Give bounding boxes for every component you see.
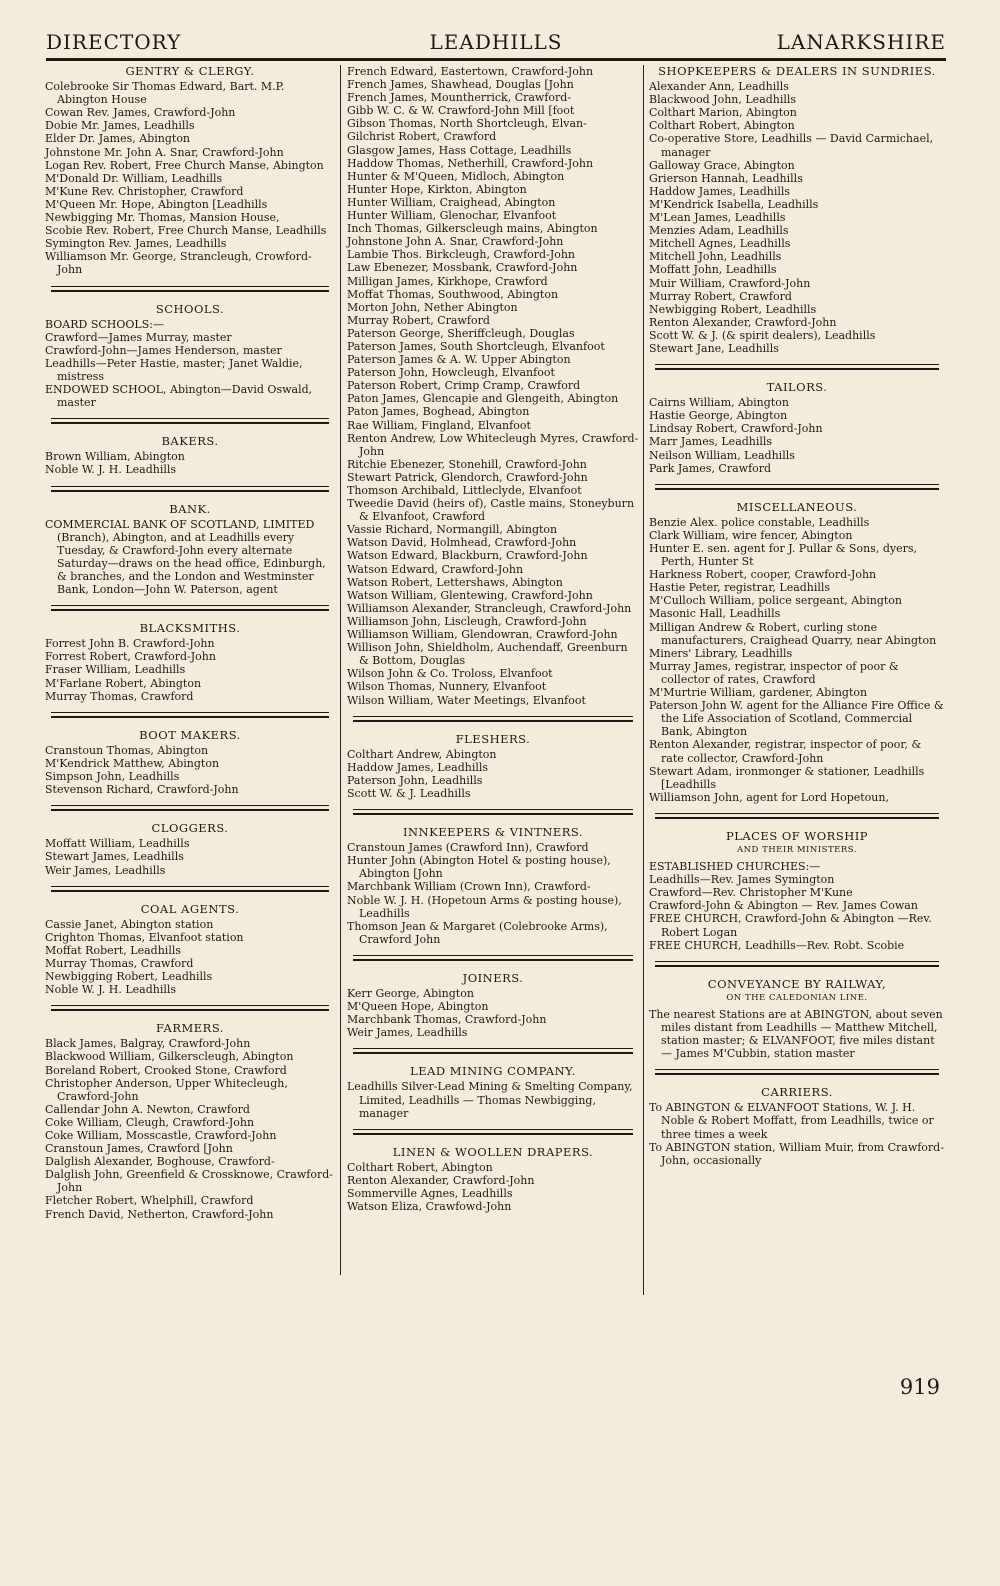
directory-entry: Callendar John A. Newton, Crawford [45,1102,250,1116]
section-separator [51,286,329,292]
directory-entry: Inch Thomas, Gilkerscleugh mains, Abington [347,222,598,236]
column-2 [347,65,639,1213]
directory-entry: Marchbank William (Crown Inn), Crawford- [347,880,591,894]
directory-entry: Johnstone John A. Snar, Crawford-John [347,235,564,249]
directory-entry: Hunter E. sen. agent for J. Pullar & Sons, dyers, Perth, Hunter St [649,542,917,569]
section-separator [655,1069,939,1075]
directory-entry: M'Kune Rev. Christopher, Crawford [45,184,244,198]
header-left: DIRECTORY [46,30,182,54]
section-separator [51,418,329,424]
directory-section [45,622,335,703]
directory-entry: Morton John, Nether Abington [347,300,518,314]
section-title: BANK. [169,501,211,516]
directory-entry: Scott W. & J. (& spirit dealers), Leadhills [649,328,876,342]
directory-entry: Crawford—Rev. Christopher M'Kune [649,886,853,900]
directory-entry: Williamson Alexander, Strancleugh, Crawford-John [347,601,632,615]
directory-entry: M'Lean James, Leadhills [649,211,786,225]
section-separator [655,813,939,819]
directory-entry: Haddow Thomas, Netherhill, Crawford-John [347,156,594,170]
directory-entry: Cranstoun James, Crawford [John [45,1142,233,1156]
column-divider-1 [340,65,341,1275]
section-title: SHOPKEEPERS & DEALERS IN SUNDRIES. [658,64,936,78]
directory-section [649,381,945,475]
directory-entry: Johnstone Mr. John A. Snar, Crawford-John [45,145,284,159]
directory-entry: M'Queen Mr. Hope, Abington [Leadhills [45,197,268,211]
directory-entry: Law Ebenezer, Mossbank, Crawford-John [347,261,578,275]
directory-entry: Thomson Jean & Margaret (Colebrooke Arms), Crawford John [347,919,608,946]
directory-entry: Cranstoun Thomas, Abington [45,743,209,757]
directory-entry: Coke William, Mosscastle, Crawford-John [45,1129,277,1142]
directory-entry: Wilson William, Water Meetings, Elvanfoot [347,693,586,707]
directory-entry: Weir James, Leadhills [45,863,166,877]
section-title: LINEN & WOOLLEN DRAPERS. [392,1144,594,1159]
directory-entry: Colebrooke Sir Thomas Edward, Bart. M.P. Abington House [45,80,285,107]
directory-entry: Galloway Grace, Abington [649,158,795,172]
directory-entry: Murray James, registrar, inspector of poor & collector of rates, Crawford [649,659,899,686]
directory-entry: Hunter Hope, Kirkton, Abington [347,182,527,196]
directory-entry: Muir William, Crawford-John [649,276,811,290]
directory-entry: Stewart James, Leadhills [45,850,184,864]
section-title: LEAD MINING COMPANY. [410,1064,576,1079]
column-3 [649,65,945,1167]
directory-entry: Renton Alexander, registrar, inspector of poor, & rate collector, Crawford-John [649,738,922,765]
directory-entry: Crawford—James Murray, master [45,330,232,344]
directory-entry: BOARD SCHOOLS:— [45,317,164,331]
directory-entry: French David, Netherton, Crawford-John [45,1207,274,1221]
directory-entry: Dalglish Alexander, Boghouse, Crawford- [45,1155,275,1169]
page-number: 919 [899,1375,940,1399]
directory-entry: Sommerville Agnes, Leadhills [347,1187,513,1201]
section-title: CLOGGERS. [151,821,229,836]
directory-section [649,501,945,804]
directory-entry: Kerr George, Abington [347,987,474,1000]
directory-entry: Hunter John (Abington Hotel & posting house), Abington [John [347,854,611,881]
directory-entry: Symington Rev. James, Leadhills [45,237,227,251]
directory-entry: Murray Robert, Crawford [649,289,792,303]
directory-entry: Lindsay Robert, Crawford-John [649,422,823,436]
directory-entry: Murray Robert, Crawford [347,313,490,327]
directory-entry: ENDOWED SCHOOL, Abington—David Oswald, master [45,383,313,410]
directory-entry: Rae William, Fingland, Elvanfoot [347,418,531,432]
directory-entry: Newbigging Robert, Leadhills [45,970,213,984]
directory-entry: Haddow James, Leadhills [649,184,791,198]
section-separator [51,1005,329,1011]
section-title: GENTRY & CLERGY. [125,64,255,78]
directory-entry: Hunter William, Craighead, Abington [347,195,556,209]
directory-entry: Masonic Hall, Leadhills [649,607,781,621]
directory-entry: Paterson John W. agent for the Alliance Fire Office & the Life Association of Scotland, Commercial Bank, Abington [649,699,944,739]
section-separator [353,809,633,815]
directory-entry: M'Kendrick Matthew, Abington [45,756,220,770]
directory-entry: Renton Andrew, Low Whitecleugh Myres, Crawford-John [347,431,639,458]
directory-entry: Brown William, Abington [45,450,185,464]
directory-section [649,1086,945,1167]
directory-entry: Noble W. J. H. Leadhills [45,983,177,997]
directory-entry: COMMERCIAL BANK OF SCOTLAND, LIMITED (Branch), Abington, and at Leadhills every Tuesday, & Crawford-John every alternate Saturday—draws on the head office, Edinburgh, & branches, and the London and Westminster Bank, London—John W. Paterson, agent [45,517,326,597]
directory-entry: Gibb W. C. & W. Crawford-John Mill [foot [347,104,575,118]
directory-section [45,303,335,410]
directory-entry: Murray Thomas, Crawford [45,956,194,970]
directory-entry: M'Culloch William, police sergeant, Abington [649,594,902,608]
directory-entry: Hunter William, Glenochar, Elvanfoot [347,209,557,223]
directory-entry: Lambie Thos. Birkcleugh, Crawford-John [347,248,576,262]
header-center: LEADHILLS [429,30,563,54]
directory-section [649,830,945,952]
directory-entry: Paterson John, Leadhills [347,773,483,787]
directory-entry: Colthart Robert, Abington [649,119,795,133]
directory-entry: Alexander Ann, Leadhills [649,80,789,94]
directory-entry: Scobie Rev. Robert, Free Church Manse, Leadhills [45,224,327,238]
directory-entry: Watson Edward, Blackburn, Crawford-John [347,549,588,563]
directory-section [347,826,639,946]
directory-entry: Colthart Andrew, Abington [347,747,497,761]
section-separator [655,364,939,370]
directory-section [45,65,335,277]
directory-entry: Milligan Andrew & Robert, curling stone manufacturers, Craighead Quarry, near Abington [649,620,937,647]
directory-entry: Dalglish John, Greenfield & Crossknowe, Crawford-John [45,1168,333,1195]
directory-entry: Moffatt John, Leadhills [649,263,777,277]
directory-entry: Stewart Jane, Leadhills [649,341,779,355]
column-divider-2 [643,65,644,1295]
directory-entry: Cranstoun James (Crawford Inn), Crawford [347,841,589,855]
directory-entry: Noble W. J. H. (Hopetoun Arms & posting house), Leadhills [347,893,622,920]
directory-entry: Clark William, wire fencer, Abington [649,528,853,542]
directory-entry: Park James, Crawford [649,461,772,475]
section-title: INNKEEPERS & VINTNERS. [402,825,584,840]
directory-section [45,729,335,796]
directory-entry: Tweedie David (heirs of), Castle mains, Stoneyburn & Elvanfoot, Crawford [347,497,635,524]
directory-entry: Ritchie Ebenezer, Stonehill, Crawford-John [347,457,587,471]
directory-entry: Renton Alexander, Crawford-John [347,1173,535,1187]
section-title: BOOT MAKERS. [139,727,241,742]
directory-entry: Milligan James, Kirkhope, Crawford [347,274,548,288]
section-separator [51,886,329,892]
directory-entry: Paterson James, South Shortcleugh, Elvanfoot [347,339,605,353]
directory-entry: Paterson James & A. W. Upper Abington [347,353,571,367]
directory-entry: French James, Mountherrick, Crawford- [347,91,572,105]
directory-entry: Colthart Robert, Abington [347,1160,493,1174]
directory-entry: M'Donald Dr. William, Leadhills [45,171,223,185]
directory-entry: ESTABLISHED CHURCHES:— [649,860,821,874]
section-separator [655,484,939,490]
directory-entry: Crawford-John & Abington — Rev. James Cowan [649,899,918,913]
section-subtitle: ON THE CALEDONIAN LINE. [726,992,868,1003]
directory-section [45,435,335,476]
directory-entry: Hunter & M'Queen, Midloch, Abington [347,169,565,183]
directory-entry: Mitchell John, Leadhills [649,250,782,264]
directory-section [347,733,639,800]
directory-entry: Noble W. J. H. Leadhills [45,463,177,477]
directory-entry: French Edward, Eastertown, Crawford-John [347,65,594,78]
section-subtitle: AND THEIR MINISTERS. [736,844,857,855]
directory-entry: Murray Thomas, Crawford [45,689,194,703]
directory-entry: Newbigging Mr. Thomas, Mansion House, [45,211,280,225]
section-title: FARMERS. [156,1021,224,1036]
directory-entry: Co-operative Store, Leadhills — David Carmichael, manager [649,132,934,159]
directory-entry: Christopher Anderson, Upper Whitecleugh, Crawford-John [45,1076,288,1103]
directory-section [649,65,945,355]
directory-entry: Leadhills Silver-Lead Mining & Smelting Company, Limited, Leadhills — Thomas Newbigging, manager [347,1080,633,1120]
column-1 [45,65,335,1221]
section-separator [353,716,633,722]
section-title: TAILORS. [766,380,828,395]
directory-entry: Paterson John, Howcleugh, Elvanfoot [347,366,555,380]
directory-entry: M'Queen Hope, Abington [347,1000,489,1014]
directory-entry: Paterson Robert, Crimp Cramp, Crawford [347,379,581,393]
directory-entry: M'Kendrick Isabella, Leadhills [649,197,819,211]
section-separator [353,1129,633,1135]
directory-entry: Boreland Robert, Crooked Stone, Crawford [45,1063,287,1077]
directory-entry: FREE CHURCH, Leadhills—Rev. Robt. Scobie [649,938,905,952]
directory-entry: Colthart Marion, Abington [649,106,797,120]
section-title: CONVEYANCE BY RAILWAY, [707,976,887,991]
directory-entry: The nearest Stations are at ABINGTON, about seven miles distant from Leadhills — Matthew Mitchell, station master; & ELVANFOOT, five miles distant — James M'Cubbin, station master [649,1007,943,1061]
directory-entry: M'Farlane Robert, Abington [45,676,202,690]
directory-entry: Willison John, Shieldholm, Auchendaff, Greenburn & Bottom, Douglas [347,641,628,668]
directory-entry: Black James, Balgray, Crawford-John [45,1037,251,1051]
directory-entry: Forrest Robert, Crawford-John [45,650,216,664]
directory-entry: Fraser William, Leadhills [45,663,186,677]
directory-entry: Harkness Robert, cooper, Crawford-John [649,568,877,582]
directory-section [649,978,945,1061]
section-title: MISCELLANEOUS. [736,499,858,514]
directory-entry: Mitchell Agnes, Leadhills [649,237,791,251]
section-title: FLESHERS. [455,731,531,746]
directory-entry: To ABINGTON & ELVANFOOT Stations, W. J. H. Noble & Robert Moffatt, from Leadhills, twice or three times a week [649,1101,934,1141]
directory-entry: M'Murtrie William, gardener, Abington [649,686,868,700]
directory-entry: Cairns William, Abington [649,396,789,410]
directory-section [347,1065,639,1119]
directory-entry: Stewart Patrick, Glendorch, Crawford-John [347,470,588,484]
section-title: JOINERS. [462,970,524,985]
directory-section [347,972,639,1039]
directory-entry: Weir James, Leadhills [347,1026,468,1040]
directory-entry: Simpson John, Leadhills [45,770,180,784]
section-separator [655,961,939,967]
section-title: BLACKSMITHS. [139,621,241,636]
directory-section [45,1022,335,1220]
directory-entry: Williamson John, agent for Lord Hopetoun, [649,790,889,804]
directory-entry: Forrest John B. Crawford-John [45,637,215,651]
directory-entry: To ABINGTON station, William Muir, from Crawford-John, occasionally [649,1140,944,1167]
directory-entry: Haddow James, Leadhills [347,760,489,774]
directory-entry: Crawford-John—James Henderson, master [45,343,282,357]
directory-entry: Paterson George, Sheriffcleugh, Douglas [347,326,575,340]
section-title: COAL AGENTS. [140,901,240,916]
directory-entry: French James, Shawhead, Douglas [John [347,78,574,92]
directory-entry: Grierson Hannah, Leadhills [649,171,803,185]
directory-entry: Williamson William, Glendowran, Crawford-John [347,628,618,642]
directory-entry: Logan Rev. Robert, Free Church Manse, Abington [45,158,324,172]
section-separator [353,1048,633,1054]
directory-entry: Leadhills—Peter Hastie, master; Janet Waldie, mistress [45,356,303,383]
section-separator [51,486,329,492]
directory-entry: Renton Alexander, Crawford-John [649,315,837,329]
directory-entry: Watson Robert, Lettershaws, Abington [347,575,563,589]
directory-entry: Newbigging Robert, Leadhills [649,302,817,316]
section-title: CARRIERS. [761,1085,833,1100]
directory-entry: Crighton Thomas, Elvanfoot station [45,930,244,944]
directory-entry: Hastie Peter, registrar, Leadhills [649,581,831,595]
directory-entry: Dobie Mr. James, Leadhills [45,119,195,133]
directory-section [45,903,335,997]
directory-entry: Glasgow James, Hass Cottage, Leadhills [347,143,572,157]
directory-entry: Stevenson Richard, Crawford-John [45,783,239,797]
directory-entry: Neilson William, Leadhills [649,448,795,462]
directory-entry: Thomson Archibald, Littleclyde, Elvanfoot [347,484,582,497]
directory-entry: Wilson Thomas, Nunnery, Elvanfoot [347,680,547,694]
directory-entry: Watson David, Holmhead, Crawford-John [347,536,577,550]
directory-entry: Gibson Thomas, North Shortcleugh, Elvan- [347,117,587,131]
directory-entry: Watson William, Glentewing, Crawford-John [347,588,593,602]
directory-entry: Scott W. & J. Leadhills [347,786,471,800]
directory-entry: Miners' Library, Leadhills [649,646,793,660]
directory-entry: Moffat Robert, Leadhills [45,943,182,957]
directory-entry: Marchbank Thomas, Crawford-John [347,1013,547,1027]
directory-entry: Watson Edward, Crawford-John [347,562,524,576]
directory-section [347,65,639,707]
header-right: LANARKSHIRE [776,30,946,54]
section-separator [51,605,329,611]
directory-entry: Moffatt William, Leadhills [45,837,190,851]
directory-entry: Wilson John & Co. Troloss, Elvanfoot [347,667,553,681]
directory-entry: Fletcher Robert, Whelphill, Crawford [45,1194,254,1208]
section-separator [51,712,329,718]
directory-entry: Hastie George, Abington [649,409,788,423]
directory-entry: Moffat Thomas, Southwood, Abington [347,287,559,301]
directory-entry: Leadhills—Rev. James Symington [649,873,835,887]
directory-entry: Paton James, Glencapie and Glengeith, Abington [347,392,619,406]
section-title: BAKERS. [161,434,219,449]
directory-entry: Cowan Rev. James, Crawford-John [45,106,236,120]
directory-entry: Cassie Janet, Abington station [45,917,214,931]
directory-section [347,1146,639,1213]
section-separator [51,805,329,811]
section-title: SCHOOLS. [155,301,225,316]
directory-section [45,503,335,597]
directory-entry: Elder Dr. James, Abington [45,132,191,146]
directory-entry: Benzie Alex. police constable, Leadhills [649,515,870,529]
directory-entry: Watson Eliza, Crawfowd-John [347,1200,512,1214]
directory-entry: Vassie Richard, Normangill, Abington [347,523,558,537]
directory-entry: FREE CHURCH, Crawford-John & Abington —Rev. Robert Logan [649,912,932,939]
directory-entry: Menzies Adam, Leadhills [649,224,789,238]
directory-entry: Coke William, Cleugh, Crawford-John [45,1115,255,1129]
directory-entry: Gilchrist Robert, Crawford [347,130,497,144]
directory-section [45,822,335,876]
directory-entry: Blackwood John, Leadhills [649,93,797,107]
directory-entry: Paton James, Boghead, Abington [347,405,530,419]
directory-entry: Blackwood William, Gilkerscleugh, Abington [45,1050,294,1064]
page-header [46,30,946,61]
section-separator [353,955,633,961]
directory-entry: Williamson Mr. George, Strancleugh, Crowford-John [45,250,312,277]
directory-entry: Marr James, Leadhills [649,435,773,449]
directory-entry: Stewart Adam, ironmonger & stationer, Leadhills [Leadhills [649,764,925,791]
section-title: PLACES OF WORSHIP [725,828,869,843]
directory-entry: Williamson John, Liscleugh, Crawford-John [347,614,587,628]
